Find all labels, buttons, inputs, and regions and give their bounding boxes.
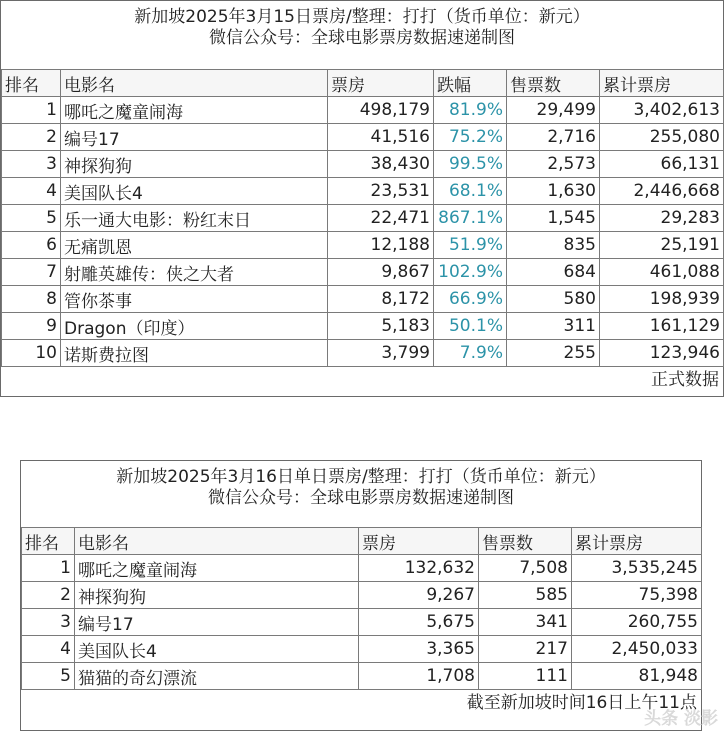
table-row <box>2 340 724 367</box>
cell-rank: 5 <box>2 205 61 232</box>
data-grid <box>21 527 702 690</box>
data-grid <box>1 69 724 367</box>
table-row <box>2 178 724 205</box>
cell-total: 255,080 <box>600 124 724 151</box>
watermark-text: 头条 淡影 <box>644 709 718 729</box>
cell-total: 2,446,668 <box>600 178 724 205</box>
cell-tickets: 341 <box>479 609 572 636</box>
cell-change: 99.5% <box>434 151 507 178</box>
cell-box: 5,183 <box>328 313 434 340</box>
cell-rank: 3 <box>2 151 61 178</box>
cell-title: 无痛凯恩 <box>61 232 328 259</box>
table-row <box>2 124 724 151</box>
cell-total: 3,535,245 <box>572 555 702 582</box>
cell-tickets: 585 <box>479 582 572 609</box>
cell-tickets: 1,630 <box>507 178 600 205</box>
cell-tickets: 2,573 <box>507 151 600 178</box>
table-subtitle: 微信公众号：全球电影票房数据速递制图 <box>209 28 515 48</box>
cell-title: 美国队长4 <box>61 178 328 205</box>
cell-change: 51.9% <box>434 232 507 259</box>
cell-tickets: 255 <box>507 340 600 367</box>
cell-total: 123,946 <box>600 340 724 367</box>
table-subtitle: 微信公众号：全球电影票房数据速递制图 <box>208 488 514 508</box>
cell-tickets: 2,716 <box>507 124 600 151</box>
cell-title: 射雕英雄传：侠之大者 <box>61 259 328 286</box>
cell-tickets: 311 <box>507 313 600 340</box>
cell-rank: 9 <box>2 313 61 340</box>
cell-box: 23,531 <box>328 178 434 205</box>
table-row <box>2 97 724 124</box>
cell-rank: 8 <box>2 286 61 313</box>
cell-total: 198,939 <box>600 286 724 313</box>
cell-title: 神探狗狗 <box>75 582 359 609</box>
cell-tickets: 111 <box>479 663 572 690</box>
cell-title: 哪吒之魔童闹海 <box>75 555 359 582</box>
cell-change: 867.1% <box>434 205 507 232</box>
col-header-rank: 排名 <box>22 528 75 555</box>
cell-rank: 5 <box>22 663 75 690</box>
cell-total: 161,129 <box>600 313 724 340</box>
table-row <box>2 151 724 178</box>
cell-box: 12,188 <box>328 232 434 259</box>
table-row <box>2 313 724 340</box>
cell-tickets: 580 <box>507 286 600 313</box>
col-header-rank: 排名 <box>2 70 61 97</box>
table-title: 新加坡2025年3月15日票房/整理：打打（货币单位：新元） <box>134 7 590 27</box>
cell-box: 22,471 <box>328 205 434 232</box>
box-office-table-mar16 <box>20 460 702 731</box>
col-header-change: 跌幅 <box>434 70 507 97</box>
cell-change: 68.1% <box>434 178 507 205</box>
col-header-box: 票房 <box>328 70 434 97</box>
column-header-row <box>22 528 702 555</box>
table-row <box>2 232 724 259</box>
cell-change: 75.2% <box>434 124 507 151</box>
cell-box: 38,430 <box>328 151 434 178</box>
cell-total: 75,398 <box>572 582 702 609</box>
cell-tickets: 7,508 <box>479 555 572 582</box>
cell-change: 50.1% <box>434 313 507 340</box>
cell-total: 25,191 <box>600 232 724 259</box>
table-footer-note: 正式数据 <box>651 370 719 390</box>
cell-box: 9,267 <box>359 582 479 609</box>
cell-box: 3,799 <box>328 340 434 367</box>
cell-box: 132,632 <box>359 555 479 582</box>
table-header <box>1 1 723 69</box>
cell-rank: 2 <box>2 124 61 151</box>
cell-tickets: 1,545 <box>507 205 600 232</box>
table-row <box>22 636 702 663</box>
cell-title: Dragon（印度） <box>61 313 328 340</box>
cell-box: 9,867 <box>328 259 434 286</box>
cell-rank: 2 <box>22 582 75 609</box>
col-header-tickets: 售票数 <box>507 70 600 97</box>
table-row <box>22 555 702 582</box>
cell-tickets: 835 <box>507 232 600 259</box>
cell-rank: 4 <box>22 636 75 663</box>
cell-box: 8,172 <box>328 286 434 313</box>
table-footer-note: 截至新加坡时间16日上午11点 <box>466 693 697 713</box>
col-header-total: 累计票房 <box>572 528 702 555</box>
cell-total: 29,283 <box>600 205 724 232</box>
col-header-title: 电影名 <box>61 70 328 97</box>
cell-total: 260,755 <box>572 609 702 636</box>
cell-change: 81.9% <box>434 97 507 124</box>
col-header-tickets: 售票数 <box>479 528 572 555</box>
cell-total: 2,450,033 <box>572 636 702 663</box>
col-header-title: 电影名 <box>75 528 359 555</box>
cell-tickets: 217 <box>479 636 572 663</box>
cell-title: 神探狗狗 <box>61 151 328 178</box>
col-header-box: 票房 <box>359 528 479 555</box>
cell-rank: 1 <box>2 97 61 124</box>
cell-box: 5,675 <box>359 609 479 636</box>
col-header-total: 累计票房 <box>600 70 724 97</box>
cell-title: 猫猫的奇幻漂流 <box>75 663 359 690</box>
cell-title: 编号17 <box>75 609 359 636</box>
table-row <box>22 609 702 636</box>
cell-box: 498,179 <box>328 97 434 124</box>
cell-title: 编号17 <box>61 124 328 151</box>
cell-rank: 1 <box>22 555 75 582</box>
table-header <box>21 461 701 527</box>
table-row <box>2 259 724 286</box>
cell-box: 3,365 <box>359 636 479 663</box>
cell-total: 461,088 <box>600 259 724 286</box>
table-row <box>2 286 724 313</box>
cell-tickets: 29,499 <box>507 97 600 124</box>
table-row <box>2 205 724 232</box>
cell-rank: 3 <box>22 609 75 636</box>
cell-change: 66.9% <box>434 286 507 313</box>
cell-rank: 4 <box>2 178 61 205</box>
cell-title: 哪吒之魔童闹海 <box>61 97 328 124</box>
cell-change: 7.9% <box>434 340 507 367</box>
cell-change: 102.9% <box>434 259 507 286</box>
cell-total: 3,402,613 <box>600 97 724 124</box>
table-row <box>22 663 702 690</box>
column-header-row <box>2 70 724 97</box>
cell-total: 81,948 <box>572 663 702 690</box>
cell-total: 66,131 <box>600 151 724 178</box>
table-title: 新加坡2025年3月16日单日票房/整理：打打（货币单位：新元） <box>116 467 606 487</box>
cell-title: 乐一通大电影：粉红末日 <box>61 205 328 232</box>
cell-title: 美国队长4 <box>75 636 359 663</box>
cell-rank: 6 <box>2 232 61 259</box>
cell-rank: 7 <box>2 259 61 286</box>
cell-rank: 10 <box>2 340 61 367</box>
table-row <box>22 582 702 609</box>
cell-tickets: 684 <box>507 259 600 286</box>
cell-box: 1,708 <box>359 663 479 690</box>
cell-box: 41,516 <box>328 124 434 151</box>
cell-title: 管你茶事 <box>61 286 328 313</box>
cell-title: 诺斯费拉图 <box>61 340 328 367</box>
